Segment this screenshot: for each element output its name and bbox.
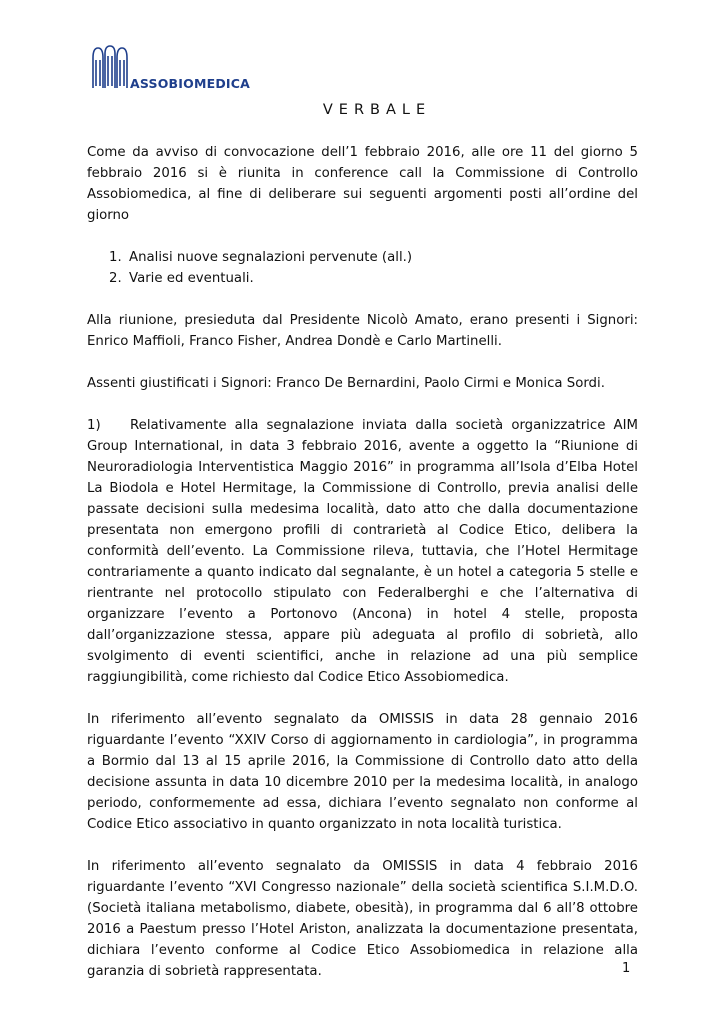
item1-paragraph: [87, 415, 638, 688]
assobiomedica-logo: [90, 44, 251, 96]
agenda-item-text: Varie ed eventuali.: [129, 271, 254, 286]
absent-paragraph: Assenti giustificati i Signori: Franco De Bernardini, Paolo Cirmi e Monica Sordi.: [87, 376, 605, 391]
agenda-item-number: 1.: [109, 250, 122, 265]
intro-paragraph: Come da avviso di convocazione dell’1 febbraio 2016, alle ore 11 del giorno 5 febbraio 2016 si è riunita in conference call la Commissione di Controllo Assobiomedica, al fine di deliberare sui seguenti argomenti posti all’ordine del giorno: [87, 145, 638, 223]
omissis-simdo-paragraph: In riferimento all’evento segnalato da OMISSIS in data 4 febbraio 2016 riguardante l’evento “XVI Congresso nazionale” della società scientifica S.I.M.D.O. (Società italiana metabolismo, diabete, obesità), in programma dal 6 all’8 ottobre 2016 a Paestum presso l’Hotel Ariston, analizzata la documentazione presentata, dichiara l’evento conforme al Codice Etico Assobiomedica in relazione alla garanzia di sobrietà rappresentata.: [87, 859, 638, 979]
agenda-item: [87, 247, 638, 268]
page-title: VERBALE: [322, 102, 432, 118]
omissis-cardiology-paragraph: In riferimento all’evento segnalato da OMISSIS in data 28 gennaio 2016 riguardante l’evento “XXIV Corso di aggiornamento in cardiologia”, in programma a Bormio dal 13 al 15 aprile 2016, la Commissione di Controllo dato atto della decisione assunta in data 10 dicembre 2010 per la medesima località, in analogo periodo, conformemente ad essa, dichiara l’evento segnalato non conforme al Codice Etico associativo in quanto organizzato in nota località turistica.: [87, 712, 638, 832]
agenda-item-number: 2.: [109, 271, 122, 286]
agenda-item: [87, 268, 638, 289]
attendance-paragraph: Alla riunione, presieduta dal Presidente Nicolò Amato, erano presenti i Signori: Enrico Maffioli, Franco Fisher, Andrea Dondè e Carlo Martinelli.: [87, 313, 638, 349]
item1-number: 1): [87, 418, 101, 433]
page-number: 1: [622, 961, 631, 976]
item1-text: Relativamente alla segnalazione inviata dalla società organizzatrice AIM Group International, in data 3 febbraio 2016, avente a oggetto la “Riunione di Neuroradiologia Interventistica Maggio 2016” in programma all’Isola d’Elba Hotel La Biodola e Hotel Hermitage, la Commissione di Controllo, previa analisi delle passate decisioni sulla medesima località, dato atto che dalla documentazione presentata non emergono profili di contrarietà al Codice Etico, delibera la conformità dell’evento. La Commissione rileva, tuttavia, che l’Hotel Hermitage contrariamente a quanto indicato dal segnalante, è un hotel a categoria 5 stelle e rientrante nel protocollo stipulato con Federalberghi e che l’alternativa di organizzare l’evento a Portonovo (Ancona) in hotel 4 stelle, proposta dall’organizzazione stessa, appare più adeguata al profilo di sobrietà, allo svolgimento di eventi scientifici, anche in relazione ad una più semplice raggiungibilità, come richiesto dal Codice Etico Assobiomedica.: [87, 418, 638, 685]
logo-brand-text: ASSOBIOMEDICA: [130, 76, 251, 91]
agenda-list: [87, 247, 638, 289]
document-body: [87, 142, 638, 1003]
logo-emblem-icon: [90, 44, 130, 90]
agenda-item-text: Analisi nuove segnalazioni pervenute (all.): [129, 250, 413, 265]
